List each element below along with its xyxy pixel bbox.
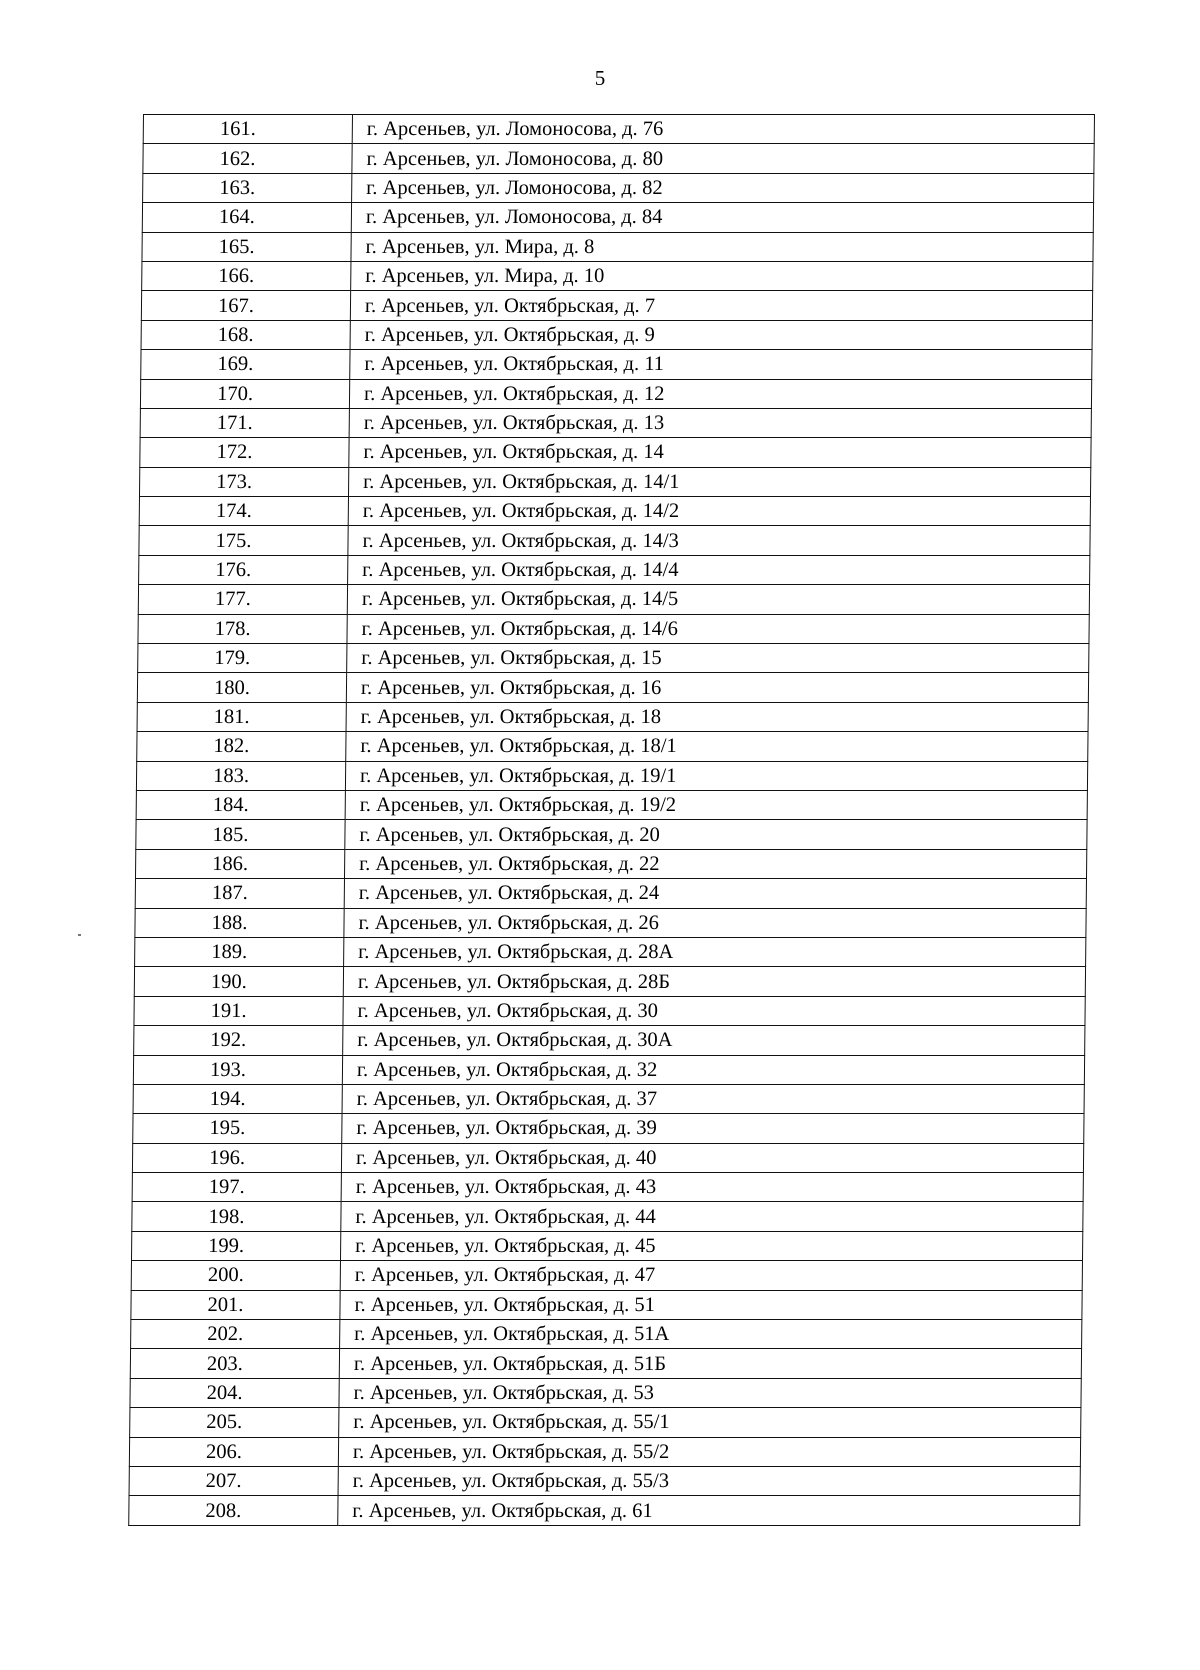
- row-number: 165.: [142, 232, 351, 261]
- table-row: [139, 467, 1090, 496]
- row-address: г. Арсеньев, ул. Октябрьская, д. 19/2: [345, 790, 1087, 819]
- row-number: 193.: [133, 1055, 342, 1084]
- row-number: 190.: [134, 967, 343, 996]
- table-row: [134, 1026, 1085, 1055]
- row-number: 201.: [131, 1290, 340, 1319]
- row-address: г. Арсеньев, ул. Октябрьская, д. 14/5: [347, 585, 1089, 614]
- row-number: 175.: [139, 526, 348, 555]
- table-row: [137, 702, 1088, 731]
- row-number: 166.: [142, 261, 351, 290]
- table-row: [139, 526, 1090, 555]
- table-row: [132, 1173, 1083, 1202]
- row-address: г. Арсеньев, ул. Октябрьская, д. 55/2: [338, 1437, 1080, 1466]
- row-address: г. Арсеньев, ул. Ломоносова, д. 84: [351, 203, 1093, 232]
- table-row: [140, 408, 1091, 437]
- table-row: [142, 203, 1093, 232]
- row-number: 183.: [136, 761, 345, 790]
- row-number: 187.: [135, 879, 344, 908]
- table-row: [131, 1261, 1082, 1290]
- row-number: 188.: [135, 908, 344, 937]
- row-number: 180.: [137, 673, 346, 702]
- row-address: г. Арсеньев, ул. Октябрьская, д. 30: [343, 996, 1085, 1025]
- row-number: 194.: [133, 1084, 342, 1113]
- table-row: [136, 790, 1087, 819]
- address-table: [128, 114, 1095, 1526]
- row-number: 173.: [139, 467, 348, 496]
- table-row: [135, 879, 1086, 908]
- row-address: г. Арсеньев, ул. Октябрьская, д. 7: [350, 291, 1092, 320]
- row-address: г. Арсеньев, ул. Октябрьская, д. 45: [340, 1231, 1082, 1260]
- row-address: г. Арсеньев, ул. Октябрьская, д. 28Б: [343, 967, 1085, 996]
- row-number: 191.: [134, 996, 343, 1025]
- table-row: [135, 908, 1086, 937]
- row-address: г. Арсеньев, ул. Октябрьская, д. 30А: [343, 1026, 1085, 1055]
- row-address: г. Арсеньев, ул. Октябрьская, д. 24: [344, 879, 1086, 908]
- row-address: г. Арсеньев, ул. Октябрьская, д. 14/1: [348, 467, 1090, 496]
- margin-mark: [78, 934, 81, 936]
- row-address: г. Арсеньев, ул. Октябрьская, д. 14/6: [347, 614, 1089, 643]
- row-address: г. Арсеньев, ул. Октябрьская, д. 61: [338, 1496, 1080, 1525]
- row-address: г. Арсеньев, ул. Октябрьская, д. 14: [349, 438, 1091, 467]
- table-row: [131, 1231, 1082, 1260]
- row-address: г. Арсеньев, ул. Октябрьская, д. 44: [341, 1202, 1083, 1231]
- row-address: г. Арсеньев, ул. Октябрьская, д. 55/1: [339, 1408, 1081, 1437]
- row-address: г. Арсеньев, ул. Октябрьская, д. 53: [339, 1378, 1081, 1407]
- row-number: 172.: [140, 438, 349, 467]
- table-row: [137, 673, 1088, 702]
- table-row: [131, 1320, 1082, 1349]
- row-address: г. Арсеньев, ул. Октябрьская, д. 40: [341, 1143, 1083, 1172]
- row-address: г. Арсеньев, ул. Октябрьская, д. 51Б: [339, 1349, 1081, 1378]
- row-number: 178.: [138, 614, 347, 643]
- table-row: [131, 1290, 1082, 1319]
- table-row: [129, 1466, 1080, 1495]
- row-number: 184.: [136, 790, 345, 819]
- table-row: [136, 761, 1087, 790]
- row-number: 199.: [131, 1231, 340, 1260]
- table-row: [130, 1349, 1081, 1378]
- table-row: [135, 937, 1086, 966]
- table-row: [130, 1378, 1081, 1407]
- row-number: 203.: [130, 1349, 339, 1378]
- table-row: [142, 261, 1093, 290]
- row-address: г. Арсеньев, ул. Октябрьская, д. 14/4: [348, 555, 1090, 584]
- row-number: 177.: [138, 585, 347, 614]
- table-row: [140, 438, 1091, 467]
- table-row: [133, 1055, 1084, 1084]
- table-row: [139, 555, 1090, 584]
- table-row: [134, 996, 1085, 1025]
- row-number: 205.: [130, 1408, 339, 1437]
- row-number: 168.: [141, 320, 350, 349]
- row-number: 208.: [129, 1496, 338, 1525]
- table-row: [143, 115, 1094, 144]
- row-address: г. Арсеньев, ул. Ломоносова, д. 76: [352, 115, 1094, 144]
- row-number: 163.: [143, 173, 352, 202]
- row-address: г. Арсеньев, ул. Октябрьская, д. 37: [342, 1084, 1084, 1113]
- row-number: 182.: [137, 732, 346, 761]
- table-row: [140, 379, 1091, 408]
- row-number: 196.: [132, 1143, 341, 1172]
- row-number: 174.: [139, 497, 348, 526]
- row-address: г. Арсеньев, ул. Октябрьская, д. 15: [347, 644, 1089, 673]
- row-address: г. Арсеньев, ул. Октябрьская, д. 18/1: [346, 732, 1088, 761]
- row-address: г. Арсеньев, ул. Октябрьская, д. 19/1: [345, 761, 1087, 790]
- table-row: [141, 291, 1092, 320]
- table-row: [138, 585, 1089, 614]
- table-row: [129, 1437, 1080, 1466]
- address-table-body: [129, 115, 1095, 1526]
- row-address: г. Арсеньев, ул. Ломоносова, д. 80: [352, 144, 1094, 173]
- row-address: г. Арсеньев, ул. Октябрьская, д. 14/2: [348, 497, 1090, 526]
- table-row: [132, 1202, 1083, 1231]
- row-address: г. Арсеньев, ул. Мира, д. 8: [351, 232, 1093, 261]
- row-number: 197.: [132, 1173, 341, 1202]
- row-number: 181.: [137, 702, 346, 731]
- table-row: [139, 497, 1090, 526]
- table-row: [130, 1408, 1081, 1437]
- row-number: 189.: [135, 937, 344, 966]
- table-row: [138, 614, 1089, 643]
- row-number: 170.: [140, 379, 349, 408]
- row-number: 161.: [143, 115, 352, 144]
- row-number: 162.: [143, 144, 352, 173]
- row-address: г. Арсеньев, ул. Октябрьская, д. 47: [340, 1261, 1082, 1290]
- row-address: г. Арсеньев, ул. Октябрьская, д. 51А: [340, 1320, 1082, 1349]
- table-row: [141, 350, 1092, 379]
- row-address: г. Арсеньев, ул. Октябрьская, д. 28А: [344, 937, 1086, 966]
- address-table-container: [143, 114, 1095, 1526]
- row-number: 169.: [141, 350, 350, 379]
- row-address: г. Арсеньев, ул. Ломоносова, д. 82: [352, 173, 1094, 202]
- table-row: [134, 967, 1085, 996]
- row-address: г. Арсеньев, ул. Мира, д. 10: [351, 261, 1093, 290]
- table-row: [137, 732, 1088, 761]
- row-number: 167.: [141, 291, 350, 320]
- row-address: г. Арсеньев, ул. Октябрьская, д. 22: [344, 849, 1086, 878]
- row-address: г. Арсеньев, ул. Октябрьская, д. 43: [341, 1173, 1083, 1202]
- table-row: [143, 144, 1094, 173]
- row-number: 200.: [131, 1261, 340, 1290]
- table-row: [136, 820, 1087, 849]
- table-row: [132, 1143, 1083, 1172]
- row-number: 164.: [142, 203, 351, 232]
- page-number: 5: [594, 66, 606, 90]
- row-address: г. Арсеньев, ул. Октябрьская, д. 9: [350, 320, 1092, 349]
- table-row: [133, 1084, 1084, 1113]
- row-number: 176.: [139, 555, 348, 584]
- row-number: 207.: [129, 1466, 338, 1495]
- row-address: г. Арсеньев, ул. Октябрьская, д. 20: [345, 820, 1087, 849]
- row-number: 195.: [133, 1114, 342, 1143]
- row-number: 198.: [132, 1202, 341, 1231]
- row-number: 192.: [134, 1026, 343, 1055]
- row-number: 202.: [131, 1320, 340, 1349]
- row-number: 206.: [129, 1437, 338, 1466]
- table-row: [142, 232, 1093, 261]
- row-number: 171.: [140, 408, 349, 437]
- row-address: г. Арсеньев, ул. Октябрьская, д. 32: [342, 1055, 1084, 1084]
- row-number: 185.: [136, 820, 345, 849]
- row-address: г. Арсеньев, ул. Октябрьская, д. 12: [349, 379, 1091, 408]
- row-address: г. Арсеньев, ул. Октябрьская, д. 18: [346, 702, 1088, 731]
- table-row: [143, 173, 1094, 202]
- row-address: г. Арсеньев, ул. Октябрьская, д. 26: [344, 908, 1086, 937]
- row-address: г. Арсеньев, ул. Октябрьская, д. 39: [342, 1114, 1084, 1143]
- row-number: 204.: [130, 1378, 339, 1407]
- row-address: г. Арсеньев, ул. Октябрьская, д. 14/3: [348, 526, 1090, 555]
- row-number: 186.: [135, 849, 344, 878]
- table-row: [133, 1114, 1084, 1143]
- table-row: [129, 1496, 1080, 1525]
- row-address: г. Арсеньев, ул. Октябрьская, д. 16: [346, 673, 1088, 702]
- row-address: г. Арсеньев, ул. Октябрьская, д. 55/3: [338, 1466, 1080, 1495]
- table-row: [141, 320, 1092, 349]
- row-address: г. Арсеньев, ул. Октябрьская, д. 13: [349, 408, 1091, 437]
- row-address: г. Арсеньев, ул. Октябрьская, д. 11: [350, 350, 1092, 379]
- table-row: [138, 644, 1089, 673]
- table-row: [135, 849, 1086, 878]
- row-number: 179.: [138, 644, 347, 673]
- row-address: г. Арсеньев, ул. Октябрьская, д. 51: [340, 1290, 1082, 1319]
